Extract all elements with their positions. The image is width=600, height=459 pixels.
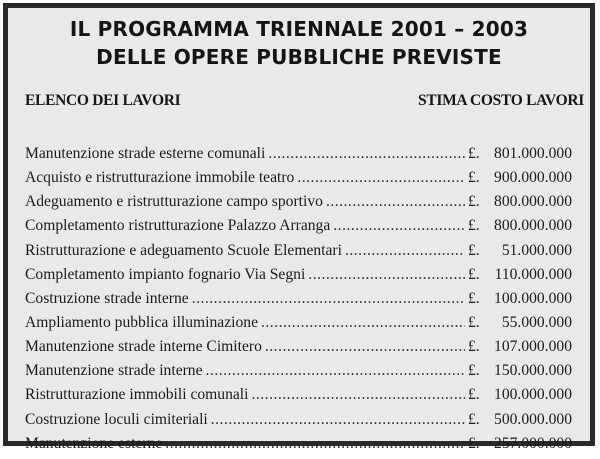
item-description: Ampliamento pubblica illuminazione <box>25 313 258 331</box>
title-line-1: IL PROGRAMMA TRIENNALE 2001 – 2003 <box>69 17 529 41</box>
item-cost <box>468 362 572 380</box>
cost-value: 55.000.000 <box>501 313 572 331</box>
column-header-works: ELENCO DEI LAVORI <box>25 92 181 109</box>
list-item <box>25 266 572 290</box>
currency-symbol: £. <box>468 338 480 356</box>
cost-value: 100.000.000 <box>494 289 572 307</box>
item-description: Ristrutturazione e adeguamento Scuole Elementari <box>25 241 342 259</box>
item-cost <box>468 386 572 404</box>
item-cost <box>468 411 572 429</box>
list-item <box>25 169 572 193</box>
currency-symbol: £. <box>468 313 480 331</box>
cost-value: 257.000.000 <box>494 434 572 452</box>
leader-dots <box>333 217 465 235</box>
cost-value: 51.000.000 <box>501 241 572 259</box>
list-item <box>25 290 572 314</box>
currency-symbol: £. <box>468 217 480 235</box>
item-cost <box>468 266 572 284</box>
item-description: Manutenzione esterne <box>25 434 163 452</box>
leader-dots <box>265 338 465 356</box>
leader-dots <box>206 362 465 380</box>
item-cost <box>468 169 572 187</box>
item-cost <box>468 145 572 163</box>
item-cost <box>468 217 572 235</box>
works-list <box>25 145 572 459</box>
leader-dots <box>326 193 465 211</box>
item-description: Acquisto e ristrutturazione immobile teatro <box>25 169 295 187</box>
currency-symbol: £. <box>468 145 480 162</box>
currency-symbol: £. <box>468 169 480 187</box>
item-cost <box>468 242 572 260</box>
item-cost <box>468 290 572 308</box>
list-item <box>25 217 572 241</box>
currency-symbol: £. <box>468 362 480 380</box>
item-description: Completamento ristrutturazione Palazzo Arranga <box>25 217 331 235</box>
item-description: Manutenzione strade interne Cimitero <box>25 338 262 356</box>
item-cost <box>468 193 572 211</box>
list-item <box>25 435 572 459</box>
leader-dots <box>345 242 465 260</box>
item-description: Ristrutturazione immobili comunali <box>25 386 249 404</box>
cost-value: 800.000.000 <box>494 217 572 235</box>
list-item <box>25 362 572 386</box>
cost-value: 150.000.000 <box>494 362 572 380</box>
list-item <box>25 145 572 169</box>
list-item <box>25 411 572 435</box>
currency-symbol: £. <box>468 241 480 259</box>
leader-dots <box>308 266 465 284</box>
leader-dots <box>192 290 465 308</box>
cost-value: 500.000.000 <box>494 410 572 428</box>
cost-value: 110.000.000 <box>494 265 572 283</box>
list-item <box>25 193 572 217</box>
cost-value: 800.000.000 <box>494 193 572 211</box>
leader-dots <box>165 435 465 453</box>
title-line-2: DELLE OPERE PUBBLICHE PREVISTE <box>96 45 502 69</box>
list-item <box>25 242 572 266</box>
item-description: Adeguamento e ristrutturazione campo sportivo <box>25 193 323 211</box>
list-item <box>25 314 572 338</box>
currency-symbol: £. <box>468 410 480 428</box>
currency-symbol: £. <box>468 386 480 404</box>
cost-value: 900.000.000 <box>494 169 572 187</box>
item-description: Manutenzione strade interne <box>25 362 203 380</box>
currency-symbol: £. <box>468 265 480 283</box>
item-description: Completamento impianto fognario Via Segni <box>25 265 306 283</box>
leader-dots <box>211 411 465 429</box>
item-cost <box>468 338 572 356</box>
cost-value: 107.000.000 <box>494 338 572 356</box>
leader-dots <box>297 169 465 187</box>
item-description: Costruzione loculi cimiteriali <box>25 410 208 428</box>
item-description: Costruzione strade interne <box>25 289 189 307</box>
item-cost <box>468 314 572 332</box>
cost-value: 100.000.000 <box>494 386 572 404</box>
leader-dots <box>261 314 465 332</box>
currency-symbol: £. <box>468 434 480 452</box>
list-item <box>25 386 572 410</box>
column-header-cost: STIMA COSTO LAVORI <box>418 92 584 109</box>
list-item <box>25 338 572 362</box>
document-frame <box>3 3 595 452</box>
item-description: Manutenzione strade esterne comunali <box>25 145 266 162</box>
item-cost <box>468 435 572 453</box>
leader-dots <box>251 386 465 404</box>
cost-value: 801.000.000 <box>494 145 572 162</box>
currency-symbol: £. <box>468 193 480 211</box>
currency-symbol: £. <box>468 289 480 307</box>
leader-dots <box>268 145 465 163</box>
